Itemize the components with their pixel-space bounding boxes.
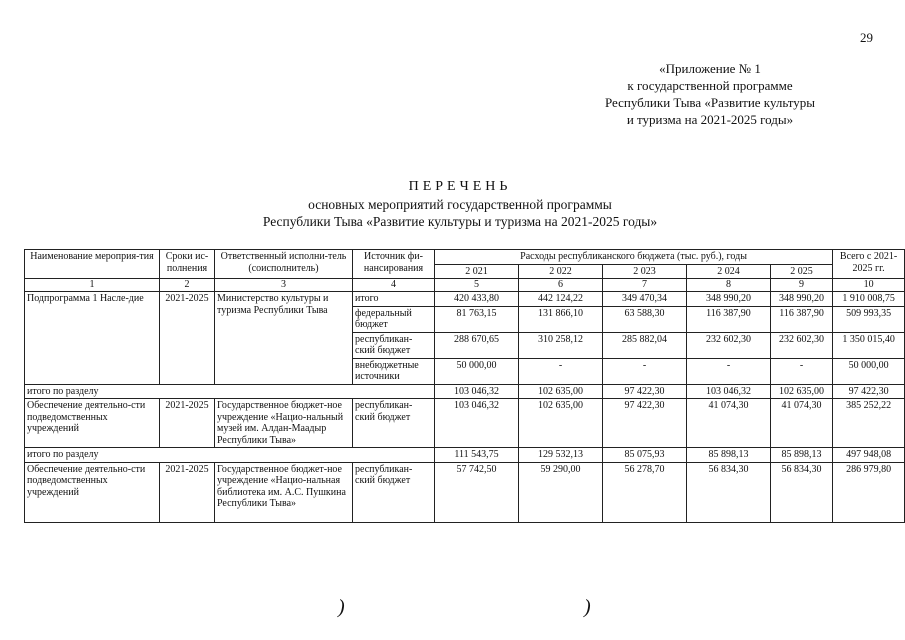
activity-responsible: Государственное бюджет-ное учреждение «Нацио-нальный музей им. Алдан-Маадыр Республики Тыва» xyxy=(215,399,353,448)
value-cell: 97 422,30 xyxy=(603,384,687,399)
appendix-line: к государственной программе xyxy=(627,78,793,93)
value-cell: 310 258,12 xyxy=(519,332,603,358)
subprogram-name: Подпрограмма 1 Насле-дие xyxy=(25,292,160,385)
total-cell: 509 993,35 xyxy=(833,306,905,332)
value-cell: 116 387,90 xyxy=(687,306,771,332)
subprogram-period: 2021-2025 xyxy=(160,292,215,385)
value-cell: 63 588,30 xyxy=(603,306,687,332)
value-cell: - xyxy=(771,358,833,384)
value-cell: 349 470,34 xyxy=(603,292,687,307)
header-expenses: Расходы республиканского бюджета (тыс. руб.), годы xyxy=(435,250,833,265)
total-cell: 97 422,30 xyxy=(833,384,905,399)
value-cell: 85 075,93 xyxy=(603,448,687,463)
header-row xyxy=(25,250,905,265)
scan-mark: ) xyxy=(338,596,345,618)
column-number-row xyxy=(25,279,905,292)
value-cell: 232 602,30 xyxy=(771,332,833,358)
appendix-line: «Приложение № 1 xyxy=(659,61,761,76)
section-total-label: итого по разделу xyxy=(25,448,160,463)
value-cell: - xyxy=(603,358,687,384)
header-period: Сроки ис-полнения xyxy=(160,250,215,279)
empty-cell xyxy=(215,448,353,463)
title-main: ПЕРЕЧЕНЬ xyxy=(408,179,512,194)
total-cell: 50 000,00 xyxy=(833,358,905,384)
column-number: 10 xyxy=(833,279,905,292)
section-total-row xyxy=(25,384,905,399)
header-responsible: Ответственный исполни-тель (соисполнитель) xyxy=(215,250,353,279)
activity-period: 2021-2025 xyxy=(160,399,215,448)
value-cell: 56 834,30 xyxy=(687,462,771,522)
value-cell: 50 000,00 xyxy=(435,358,519,384)
column-number: 9 xyxy=(771,279,833,292)
value-cell: 442 124,22 xyxy=(519,292,603,307)
value-cell: 102 635,00 xyxy=(519,399,603,448)
value-cell: 59 290,00 xyxy=(519,462,603,522)
empty-cell xyxy=(353,384,435,399)
appendix-line: Республики Тыва «Развитие культуры xyxy=(604,95,816,110)
value-cell: 41 074,30 xyxy=(771,399,833,448)
total-cell: 286 979,80 xyxy=(833,462,905,522)
title-line: Республики Тыва «Развитие культуры и туризма на 2021-2025 годы» xyxy=(262,214,658,229)
value-cell: 57 742,50 xyxy=(435,462,519,522)
value-cell: - xyxy=(687,358,771,384)
appendix-line: и туризма на 2021-2025 годы» xyxy=(626,112,794,127)
funding-source: республикан-ский бюджет xyxy=(353,332,435,358)
column-number: 1 xyxy=(25,279,160,292)
table-row xyxy=(25,399,905,448)
value-cell: 232 602,30 xyxy=(687,332,771,358)
activity-responsible: Государственное бюджет-ное учреждение «Нацио-нальная библиотека им. А.С. Пушкина Республики Тыва» xyxy=(215,462,353,522)
total-cell: 1 350 015,40 xyxy=(833,332,905,358)
funding-source: республикан-ский бюджет xyxy=(353,399,435,448)
value-cell: 56 834,30 xyxy=(771,462,833,522)
header-year: 2 023 xyxy=(603,264,687,279)
funding-source: республикан-ский бюджет xyxy=(353,462,435,522)
title-line: основных мероприятий государственной программы xyxy=(308,197,612,212)
empty-cell xyxy=(215,384,353,399)
header-total: Всего с 2021-2025 гг. xyxy=(833,250,905,279)
value-cell: 288 670,65 xyxy=(435,332,519,358)
value-cell: 103 046,32 xyxy=(687,384,771,399)
section-total-label: итого по разделу xyxy=(25,384,160,399)
value-cell: 348 990,20 xyxy=(771,292,833,307)
activity-period: 2021-2025 xyxy=(160,462,215,522)
value-cell: 129 532,13 xyxy=(519,448,603,463)
value-cell: 103 046,32 xyxy=(435,384,519,399)
column-number: 6 xyxy=(519,279,603,292)
value-cell: 85 898,13 xyxy=(687,448,771,463)
value-cell: 131 866,10 xyxy=(519,306,603,332)
total-cell: 497 948,08 xyxy=(833,448,905,463)
header-year: 2 025 xyxy=(771,264,833,279)
value-cell: 81 763,15 xyxy=(435,306,519,332)
value-cell: 102 635,00 xyxy=(519,384,603,399)
total-cell: 385 252,22 xyxy=(833,399,905,448)
value-cell: - xyxy=(519,358,603,384)
appendix-note xyxy=(560,60,860,128)
header-year: 2 022 xyxy=(519,264,603,279)
header-year: 2 024 xyxy=(687,264,771,279)
value-cell: 56 278,70 xyxy=(603,462,687,522)
value-cell: 420 433,80 xyxy=(435,292,519,307)
value-cell: 348 990,20 xyxy=(687,292,771,307)
table-row xyxy=(25,292,905,307)
activities-table xyxy=(24,249,905,523)
value-cell: 116 387,90 xyxy=(771,306,833,332)
header-year: 2 021 xyxy=(435,264,519,279)
section-total-row xyxy=(25,448,905,463)
document-title xyxy=(180,178,740,230)
header-name: Наименование мероприя-тия xyxy=(25,250,160,279)
value-cell: 111 543,75 xyxy=(435,448,519,463)
activity-name: Обеспечение деятельно-сти подведомственных учреждений xyxy=(25,399,160,448)
column-number: 2 xyxy=(160,279,215,292)
empty-cell xyxy=(353,448,435,463)
column-number: 4 xyxy=(353,279,435,292)
funding-source: итого xyxy=(353,292,435,307)
total-cell: 1 910 008,75 xyxy=(833,292,905,307)
value-cell: 85 898,13 xyxy=(771,448,833,463)
empty-cell xyxy=(160,448,215,463)
column-number: 3 xyxy=(215,279,353,292)
activity-name: Обеспечение деятельно-сти подведомственных учреждений xyxy=(25,462,160,522)
value-cell: 285 882,04 xyxy=(603,332,687,358)
empty-cell xyxy=(160,384,215,399)
column-number: 5 xyxy=(435,279,519,292)
funding-source: федеральный бюджет xyxy=(353,306,435,332)
scan-mark: ) xyxy=(584,596,591,618)
subprogram-responsible: Министерство культуры и туризма Республики Тыва xyxy=(215,292,353,385)
column-number: 8 xyxy=(687,279,771,292)
page-number: 29 xyxy=(860,30,873,45)
value-cell: 103 046,32 xyxy=(435,399,519,448)
value-cell: 102 635,00 xyxy=(771,384,833,399)
column-number: 7 xyxy=(603,279,687,292)
funding-source: внебюджетные источники xyxy=(353,358,435,384)
value-cell: 41 074,30 xyxy=(687,399,771,448)
header-source: Источник фи-нансирования xyxy=(353,250,435,279)
table-row xyxy=(25,462,905,522)
value-cell: 97 422,30 xyxy=(603,399,687,448)
